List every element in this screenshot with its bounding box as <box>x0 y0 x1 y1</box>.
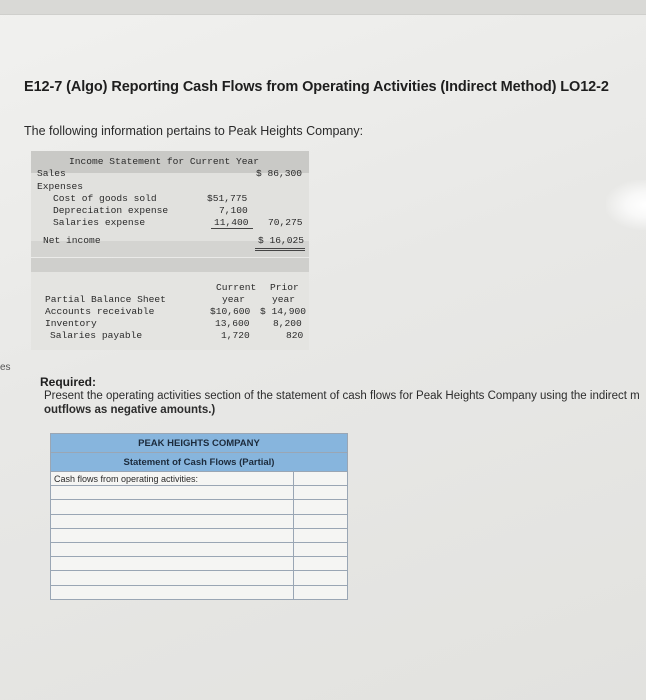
net-income-label: Net income <box>43 235 101 246</box>
cf-label-input[interactable] <box>51 585 294 599</box>
cf-label-input[interactable] <box>51 528 294 542</box>
top-bar <box>0 0 646 15</box>
cf-amount-cell[interactable] <box>294 472 348 486</box>
col-current-line1: Current <box>216 282 257 293</box>
expense-amount-depreciation: 7,100 <box>219 205 248 216</box>
bs-row-label-salaries: Salaries payable <box>50 330 143 341</box>
bs-row-prior-ar: $ 14,900 <box>260 306 307 317</box>
cf-label-input[interactable] <box>51 542 294 556</box>
table-row <box>51 528 348 542</box>
bs-row-prior-inventory: 8,200 <box>273 318 302 329</box>
income-statement-header: Income Statement for Current Year <box>69 156 259 167</box>
col-prior-line2: year <box>272 294 296 305</box>
table-row <box>51 571 348 585</box>
table-row <box>51 585 348 599</box>
expenses-label: Expenses <box>37 181 84 192</box>
sales-amount: $ 86,300 <box>256 168 303 179</box>
net-income-double-rule-2 <box>255 250 305 251</box>
cf-amount-input[interactable] <box>294 557 348 571</box>
cf-amount-input[interactable] <box>294 514 348 528</box>
partial-balance-sheet <box>31 258 309 350</box>
cf-label-input[interactable] <box>51 486 294 500</box>
cf-amount-input[interactable] <box>294 571 348 585</box>
col-prior-line1: Prior <box>270 282 299 293</box>
table-row <box>51 557 348 571</box>
table-row <box>51 542 348 556</box>
cf-label-input[interactable] <box>51 557 294 571</box>
expense-label-depreciation: Depreciation expense <box>53 205 169 216</box>
net-income-double-rule-1 <box>255 248 305 249</box>
cf-section-label: Cash flows from operating activities: <box>51 472 294 486</box>
bs-row-label-ar: Accounts receivable <box>45 306 155 317</box>
cash-flow-table <box>50 433 348 600</box>
table-row <box>51 514 348 528</box>
cf-label-input[interactable] <box>51 571 294 585</box>
cf-company-header: PEAK HEIGHTS COMPANY <box>51 434 348 453</box>
bs-row-current-salaries: 1,720 <box>221 330 250 341</box>
subtotal-rule <box>211 228 253 229</box>
cf-amount-input[interactable] <box>294 486 348 500</box>
expense-amount-salaries: 11,400 <box>214 217 249 228</box>
intro-text: The following information pertains to Peak Heights Company: <box>24 124 364 138</box>
required-text-bold: outflows as negative amounts.) <box>44 404 216 416</box>
cf-amount-input[interactable] <box>294 585 348 599</box>
exercise-title: E12-7 (Algo) Reporting Cash Flows from Operating Activities (Indirect Method) LO12-2 <box>24 79 609 95</box>
cf-label-input[interactable] <box>51 514 294 528</box>
balance-sheet-top-band <box>31 258 309 272</box>
net-income-amount: $ 16,025 <box>258 235 305 246</box>
side-text-fragment: es <box>0 362 11 373</box>
required-text: Present the operating activities section of the statement of cash flows for Peak Heights Company using the indirect m <box>44 390 640 402</box>
cf-label-input[interactable] <box>51 500 294 514</box>
total-expenses: 70,275 <box>268 217 303 228</box>
bs-row-current-inventory: 13,600 <box>215 318 250 329</box>
expense-label-cogs: Cost of goods sold <box>53 193 157 204</box>
table-row <box>51 500 348 514</box>
col-current-line2: year <box>222 294 246 305</box>
table-row <box>51 486 348 500</box>
required-label: Required: <box>40 375 97 389</box>
cf-amount-input[interactable] <box>294 542 348 556</box>
cf-amount-input[interactable] <box>294 528 348 542</box>
light-glare <box>606 180 646 230</box>
sales-label: Sales <box>37 168 66 179</box>
cf-amount-input[interactable] <box>294 500 348 514</box>
expense-label-salaries: Salaries expense <box>53 217 146 228</box>
bs-row-label-inventory: Inventory <box>45 318 97 329</box>
income-statement <box>31 151 309 257</box>
balance-sheet-title: Partial Balance Sheet <box>45 294 166 305</box>
bs-row-current-ar: $10,600 <box>210 306 251 317</box>
cf-statement-header: Statement of Cash Flows (Partial) <box>51 453 348 472</box>
bs-row-prior-salaries: 820 <box>286 330 304 341</box>
expense-amount-cogs: $51,775 <box>207 193 248 204</box>
